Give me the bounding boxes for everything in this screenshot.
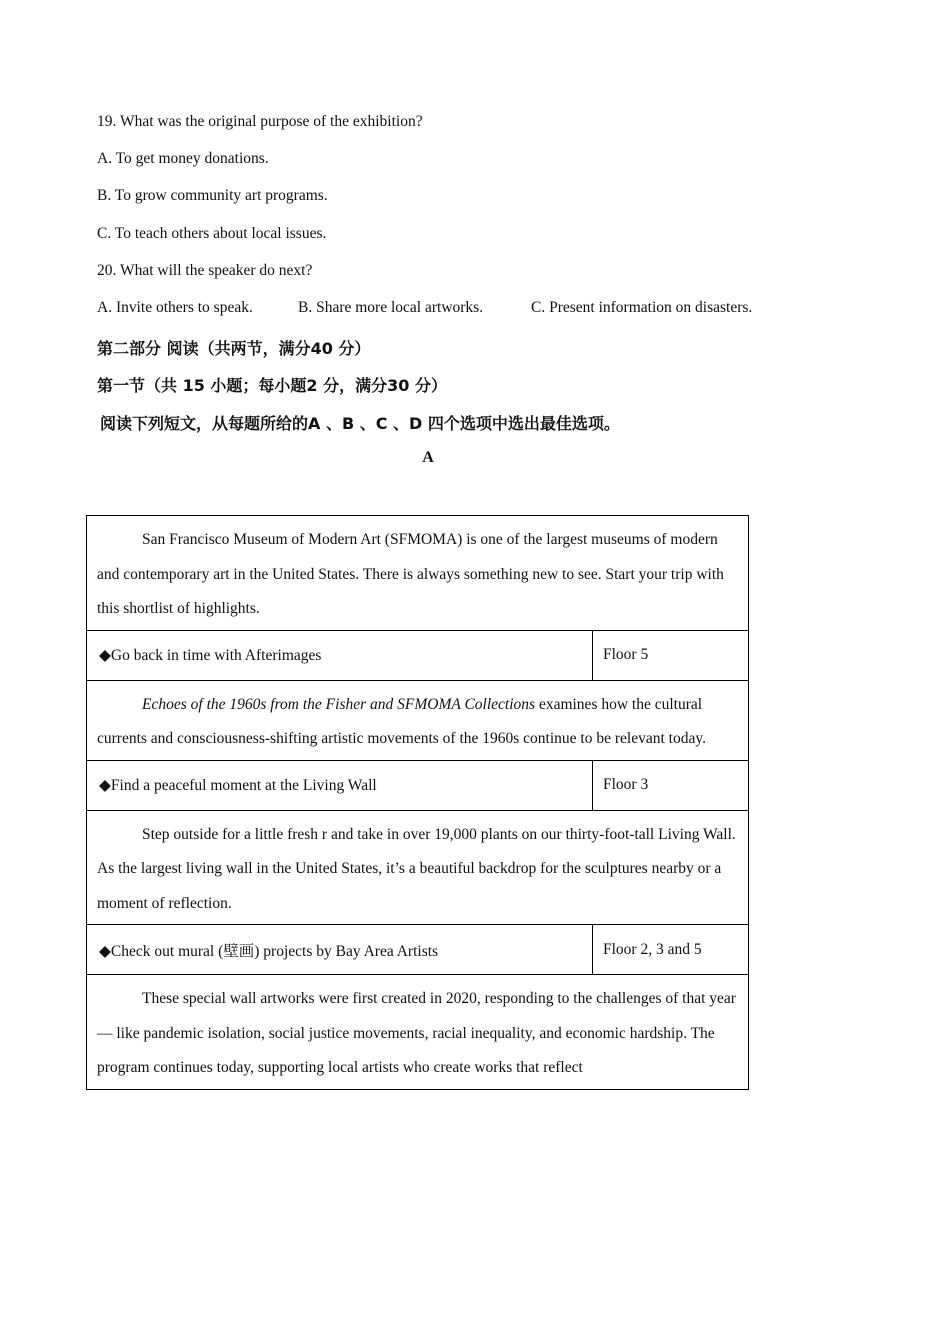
section-subtitle: 第一节（共 15 小题；每小题2 分，满分30 分） <box>97 376 447 395</box>
description-text: Step outside for a little fresh r and take in over 19,000 plants on our thirty-foot-tall Living Wall. As the largest living wall in the United States, it’s a beautiful backdrop for the sculptures nearby or a moment of reflection. <box>97 825 736 912</box>
question-19-option-b: B. To grow community art programs. <box>97 187 328 204</box>
floor-label: Floor 5 <box>593 630 749 680</box>
highlight-heading: ◆Find a peaceful moment at the Living Wall <box>87 760 593 810</box>
question-20-option-c: C. Present information on disasters. <box>531 299 753 316</box>
highlight-description <box>87 975 749 1090</box>
highlight-heading: ◆Go back in time with Afterimages <box>87 630 593 680</box>
question-20-stem: 20. What will the speaker do next? <box>97 262 313 279</box>
question-19-stem: 19. What was the original purpose of the exhibition? <box>97 113 423 130</box>
question-20-option-b: B. Share more local artworks. <box>298 299 484 316</box>
question-20-options <box>97 299 752 317</box>
highlight-description <box>87 680 749 760</box>
floor-label: Floor 2, 3 and 5 <box>593 925 749 975</box>
part-title: 第二部分 阅读（共两节，满分40 分） <box>97 339 371 358</box>
instruction: 阅读下列短文，从每题所给的A 、B 、C 、D 四个选项中选出最佳选项。 <box>100 414 620 433</box>
floor-label: Floor 3 <box>593 760 749 810</box>
highlight-heading: ◆Check out mural (壁画) projects by Bay Area Artists <box>87 925 593 975</box>
highlight-description <box>87 810 749 925</box>
question-20-option-a: A. Invite others to speak. <box>97 299 253 316</box>
intro-text: San Francisco Museum of Modern Art (SFMOMA) is one of the largest museums of modern and contemporary art in the United States. There is always something new to see. Start your trip with this shortlist of highlights. <box>97 531 724 617</box>
description-text: These special wall artworks were first created in 2020, responding to the challenges of that year — like pandemic isolation, social justice movements, racial inequality, and economic hardship. The program continues today, supporting local artists who create works that reflect <box>97 990 736 1076</box>
question-19-option-a: A. To get money donations. <box>97 150 269 167</box>
description-text: examines how the cultural currents and consciousness-shifting artistic movements of the 1960s continue to be relevant today. <box>97 695 706 747</box>
exhibition-title: Echoes of the 1960s from the Fisher and SFMOMA Collections <box>142 695 536 713</box>
question-19-option-c: C. To teach others about local issues. <box>97 225 327 242</box>
intro-cell <box>87 516 749 631</box>
museum-highlights-table <box>86 515 749 1090</box>
passage-label: A <box>422 449 434 466</box>
